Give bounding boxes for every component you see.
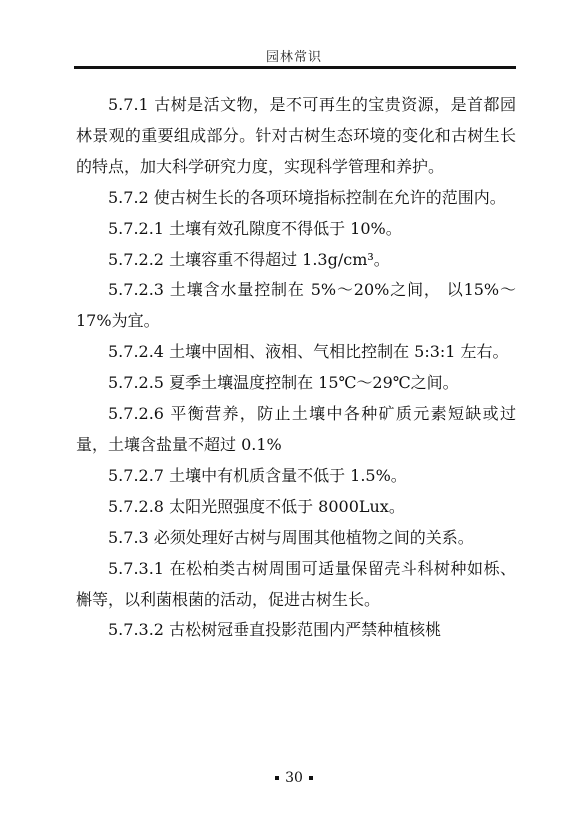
paragraph-5-7-2-1: 5.7.2.1 土壤有效孔隙度不得低于 10%。: [108, 218, 402, 238]
footer-bullet-right: [309, 776, 313, 780]
page-number: 30: [285, 770, 303, 786]
page-footer: [0, 770, 588, 786]
paragraph-5-7-2-8: 5.7.2.8 太阳光照强度不低于 8000Lux。: [108, 496, 405, 516]
paragraph-5-7-2-7: 5.7.2.7 土壤中有机质含量不低于 1.5%。: [108, 465, 407, 485]
running-header-title: 园林常识: [265, 50, 322, 65]
paragraph-5-7-2-2: 5.7.2.2 土壤容重不得超过 1.3g/cm³。: [108, 249, 390, 269]
paragraph-5-7-1: 5.7.1 古树是活文物，是不可再生的宝贵资源，是首都园林景观的重要组成部分。针对古树生态环境的变化和古树生长的特点，加大科学研究力度，实现科学管理和养护。: [76, 95, 516, 176]
paragraph-5-7-2-4: 5.7.2.4 土壤中固相、液相、气相比控制在 5:3:1 左右。: [108, 342, 509, 362]
paragraph-5-7-2-6: 5.7.2.6 平衡营养，防止土壤中各种矿质元素短缺或过量，土壤含盐量不超过 0.1%: [76, 404, 516, 454]
paragraph-5-7-2-5: 5.7.2.5 夏季土壤温度控制在 15℃～29℃之间。: [108, 373, 459, 393]
header-divider: [74, 66, 516, 69]
paragraph-5-7-2-3: 5.7.2.3 土壤含水量控制在 5%～20%之间， 以15%～17%为宜。: [76, 280, 516, 331]
paragraph-5-7-3-1: 5.7.3.1 在松柏类古树周围可适量保留壳斗科树种如栎、槲等，以利菌根菌的活动，促进古树生长。: [76, 558, 516, 609]
body-text: [76, 90, 516, 646]
paragraph-5-7-2: 5.7.2 使古树生长的各项环境指标控制在允许的范围内。: [108, 187, 506, 207]
footer-bullet-left: [275, 776, 279, 780]
paragraph-5-7-3-2: 5.7.3.2 古松树冠垂直投影范围内严禁种植核桃: [108, 620, 442, 640]
paragraph-5-7-3: 5.7.3 必须处理好古树与周围其他植物之间的关系。: [108, 527, 474, 547]
